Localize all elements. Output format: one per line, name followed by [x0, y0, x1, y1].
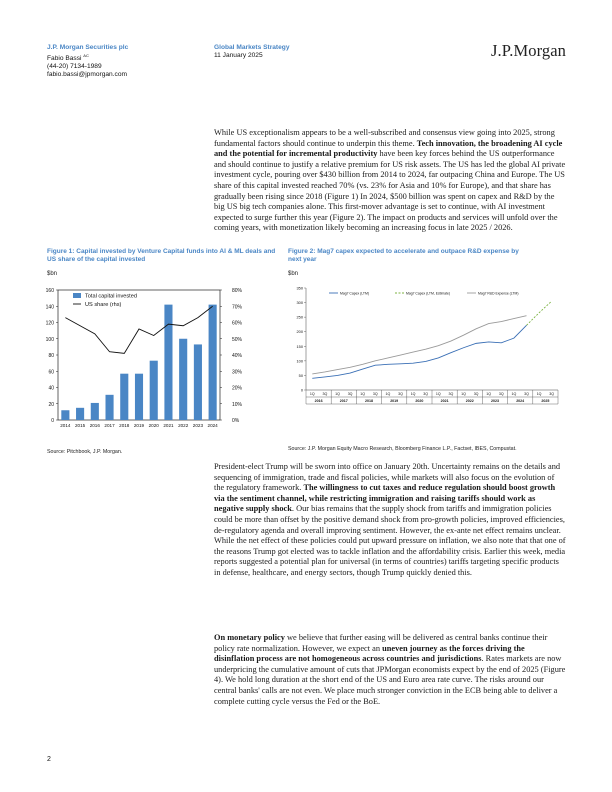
x-tick-label: 2015: [74, 423, 86, 428]
year-label: 2020: [415, 399, 424, 404]
year-label: 2019: [390, 399, 399, 404]
figure1-title: Figure 1: Capital invested by Venture Capital funds into AI & ML deals and US share of the capital invested: [47, 248, 276, 263]
year-label: 2018: [365, 399, 373, 404]
figure1-source: Source: Pitchbook, J.P. Morgan.: [47, 449, 123, 455]
right-tick-label: 40%: [232, 353, 243, 359]
report-date: 11 January 2025: [214, 52, 263, 59]
quarter-label: 1Q: [360, 392, 366, 396]
figure1-chart: [30, 280, 280, 440]
y-tick-label: 300: [296, 300, 303, 306]
year-label: 2016: [314, 399, 323, 404]
p3-bold-a: On monetary policy: [214, 633, 285, 642]
left-tick-label: 160: [45, 288, 54, 294]
right-tick-label: 30%: [232, 369, 243, 376]
p1-text-c: have been key forces behind the US outperformance and should continue to justify a relative premium for US risk assets. The US has led the global AI private investment cycle, pouring over $430 billion from 2014 to 2024, far outpacing China and Europe. The US share of this capital invested reached 70% (vs. 23% for Asia and 10% for Europe), and that share has gradually been rising since 2018 (Figure 1) In 2024, $500 billion was spent on capex and R&D by the big US big tech companies alone. This first-mover advantage is set to continue, with AI investment expected to surge further this year (Figure 2). The impact on products and services will unfold over the coming years, with monetization likely becoming an increasing focus in late 2025 / 2026.: [214, 149, 566, 233]
quarter-label: 3Q: [473, 392, 479, 396]
left-tick-label: 40: [48, 385, 54, 392]
legend-label: Mag7 R&D Expense (LTM): [478, 291, 519, 296]
bar: [120, 374, 128, 420]
year-label: 2024: [516, 399, 525, 404]
bar: [150, 361, 158, 420]
header-author-block: [47, 44, 128, 79]
quarter-label: 3Q: [347, 392, 353, 396]
x-tick-label: 2023: [192, 423, 204, 428]
x-tick-label: 2016: [89, 423, 100, 428]
quarter-label: 3Q: [398, 392, 403, 396]
author-name: Fabio Bassi: [47, 55, 82, 63]
series-line-1: [527, 301, 552, 325]
bar: [91, 403, 99, 420]
bar: [209, 305, 217, 420]
left-tick-label: 20: [48, 401, 54, 408]
us-share-line: [65, 306, 212, 353]
bar: [61, 410, 69, 420]
left-tick-label: 0: [51, 418, 54, 424]
left-tick-label: 80: [48, 353, 54, 359]
jpmorgan-logo: J.P.Morgan: [491, 41, 566, 60]
left-tick-label: 60: [48, 369, 54, 376]
figure2-title: Figure 2: Mag7 capex expected to accelerate and outpace R&D expense by next year: [288, 248, 519, 263]
y-tick-label: 250: [296, 314, 303, 320]
page-number: 2: [47, 756, 51, 763]
quarter-label: 1Q: [309, 392, 315, 396]
legend-line-label: US share (rhs): [85, 302, 122, 308]
legend-label: Mag7 Capex (LTM, Estimate): [406, 291, 451, 296]
quarter-label: 1Q: [461, 392, 466, 396]
series-line-0: [312, 325, 526, 378]
figure2-source: Source: J.P. Morgan Equity Macro Research, Bloomberg Finance L.P., Factset, IBES, Compustat.: [288, 446, 517, 452]
quarter-label: 3Q: [372, 392, 378, 396]
paragraph-monetary-policy: [214, 633, 566, 707]
year-label: 2021: [440, 399, 449, 404]
bar: [194, 344, 202, 420]
quarter-label: 3Q: [549, 392, 555, 396]
legend-bar-label: Total capital invested: [85, 293, 137, 300]
p2-text-a: President-elect Trump will be sworn into office on January 20th. Uncertainty remains on the details and sequencing of immigration, trade and fiscal policies, while markets will also focus on the evolution of the regulatory framework.: [214, 462, 561, 493]
p3-text-d: . Rates markets are now underpricing the cumulative amount of cuts that JPMorgan economists expect by the end of 2025 (Figure 4). We hold long duration at the short end of the US and Euro area rate curve. The risks around our central banks' calls are not even. We place much stronger conviction in the ECB being able to deliver a complete cutting cycle versus the Fed or the BoE.: [214, 654, 566, 706]
author-phone: (44-20) 7134-1989: [47, 63, 102, 71]
firm-name: J.P. Morgan Securities plc: [47, 44, 129, 51]
left-tick-label: 100: [45, 336, 54, 343]
bar: [179, 339, 187, 420]
legend-bar-swatch: [73, 293, 81, 298]
y-tick-label: 350: [296, 285, 303, 291]
x-tick-label: 2017: [104, 423, 115, 428]
quarter-label: 3Q: [498, 392, 504, 396]
right-tick-label: 70%: [232, 304, 243, 311]
y-tick-label: 200: [296, 329, 303, 335]
y-tick-label: 150: [296, 343, 303, 349]
paragraph-trump-policy: [214, 462, 566, 579]
p1-text-a: While US exceptionalism appears to be a well-subscribed and consensus view going into 2025, strong fundamental factors should continue to underpin this theme.: [214, 128, 555, 148]
right-tick-label: 50%: [232, 336, 243, 343]
author-email[interactable]: fabio.bassi@jpmorgan.com: [47, 71, 127, 79]
x-tick-label: 2024: [207, 423, 218, 428]
paragraph-us-exceptionalism: [214, 128, 566, 234]
x-tick-label: 2021: [163, 423, 174, 428]
left-tick-label: 140: [45, 304, 54, 311]
quarter-label: 1Q: [536, 392, 542, 396]
right-tick-label: 60%: [232, 320, 243, 327]
report-title: Global Markets Strategy: [214, 44, 290, 51]
series-line-2: [312, 316, 526, 374]
quarter-label: 1Q: [486, 392, 492, 396]
year-label: 2023: [491, 399, 499, 404]
x-tick-label: 2020: [148, 423, 159, 428]
quarter-label: 3Q: [448, 392, 454, 396]
y-tick-label: 50: [298, 372, 303, 378]
quarter-label: 1Q: [435, 392, 441, 396]
figure2-unit: $bn: [288, 271, 299, 277]
x-tick-label: 2019: [133, 423, 145, 428]
p3-bold-c: uneven journey as the forces driving the disinflation process are not homogeneous across countries and jurisdictions: [214, 643, 525, 664]
year-label: 2022: [465, 399, 474, 404]
bar: [76, 408, 84, 420]
year-label: 2025: [541, 399, 550, 404]
author-line: [47, 52, 128, 63]
quarter-label: 3Q: [524, 392, 529, 396]
author-suffix: AC: [83, 53, 89, 58]
quarter-label: 1Q: [410, 392, 416, 396]
p1-bold: Tech innovation, the broadening AI cycle and the potential for incremental productivity: [214, 138, 563, 159]
x-tick-label: 2022: [178, 423, 189, 428]
right-tick-label: 0%: [232, 418, 240, 424]
quarter-label: 3Q: [423, 392, 429, 396]
quarter-label: 1Q: [511, 392, 517, 396]
x-tick-label: 2014: [60, 423, 71, 428]
p2-text-c: . Our bias remains that the supply shock from tariffs and immigration policies could be more than offset by the positive demand shock from pro-growth policies, improved efficiencies, de-regulatory agenda and overall improving sentiment. However, the ex-ante net effect remains unclear. While the net effect of these policies could put upward pressure on inflation, we also note that that one of the reasons Trump got elected was to tackle inflation and the affordability crisis. Earlier this week, media reports suggested a potential plan for universal (in terms of countries) tariffs targeting specific products in defense, healthcare, and energy sectors, though Trump quickly denied this.: [214, 504, 566, 577]
y-tick-label: 0: [300, 387, 303, 393]
header-report-block: [214, 44, 290, 60]
bar: [105, 395, 113, 420]
quarter-label: 1Q: [335, 392, 340, 396]
bar: [164, 305, 172, 420]
right-tick-label: 10%: [232, 401, 243, 408]
quarter-label: 1Q: [385, 392, 391, 396]
year-label: 2017: [339, 399, 348, 404]
x-tick-label: 2018: [119, 423, 130, 428]
p3-text-b: we believe that further easing will be delivered as central banks continue their policy rate normalization. However, we expect an: [214, 633, 548, 653]
p2-bold: The willingness to cut taxes and reduce regulation should boost growth via the sentiment channel, while restricting immigration and raising tariffs should work as negative supply shock: [214, 483, 556, 514]
figure1-unit: $bn: [47, 271, 58, 277]
figure2-chart: [288, 280, 566, 440]
right-tick-label: 20%: [232, 385, 243, 392]
right-tick-label: 80%: [232, 288, 243, 294]
quarter-label: 3Q: [322, 392, 328, 396]
y-tick-label: 100: [296, 358, 303, 364]
bar: [135, 374, 143, 420]
legend-label: Mag7 Capex (LTM): [340, 291, 369, 296]
left-tick-label: 120: [45, 320, 54, 327]
